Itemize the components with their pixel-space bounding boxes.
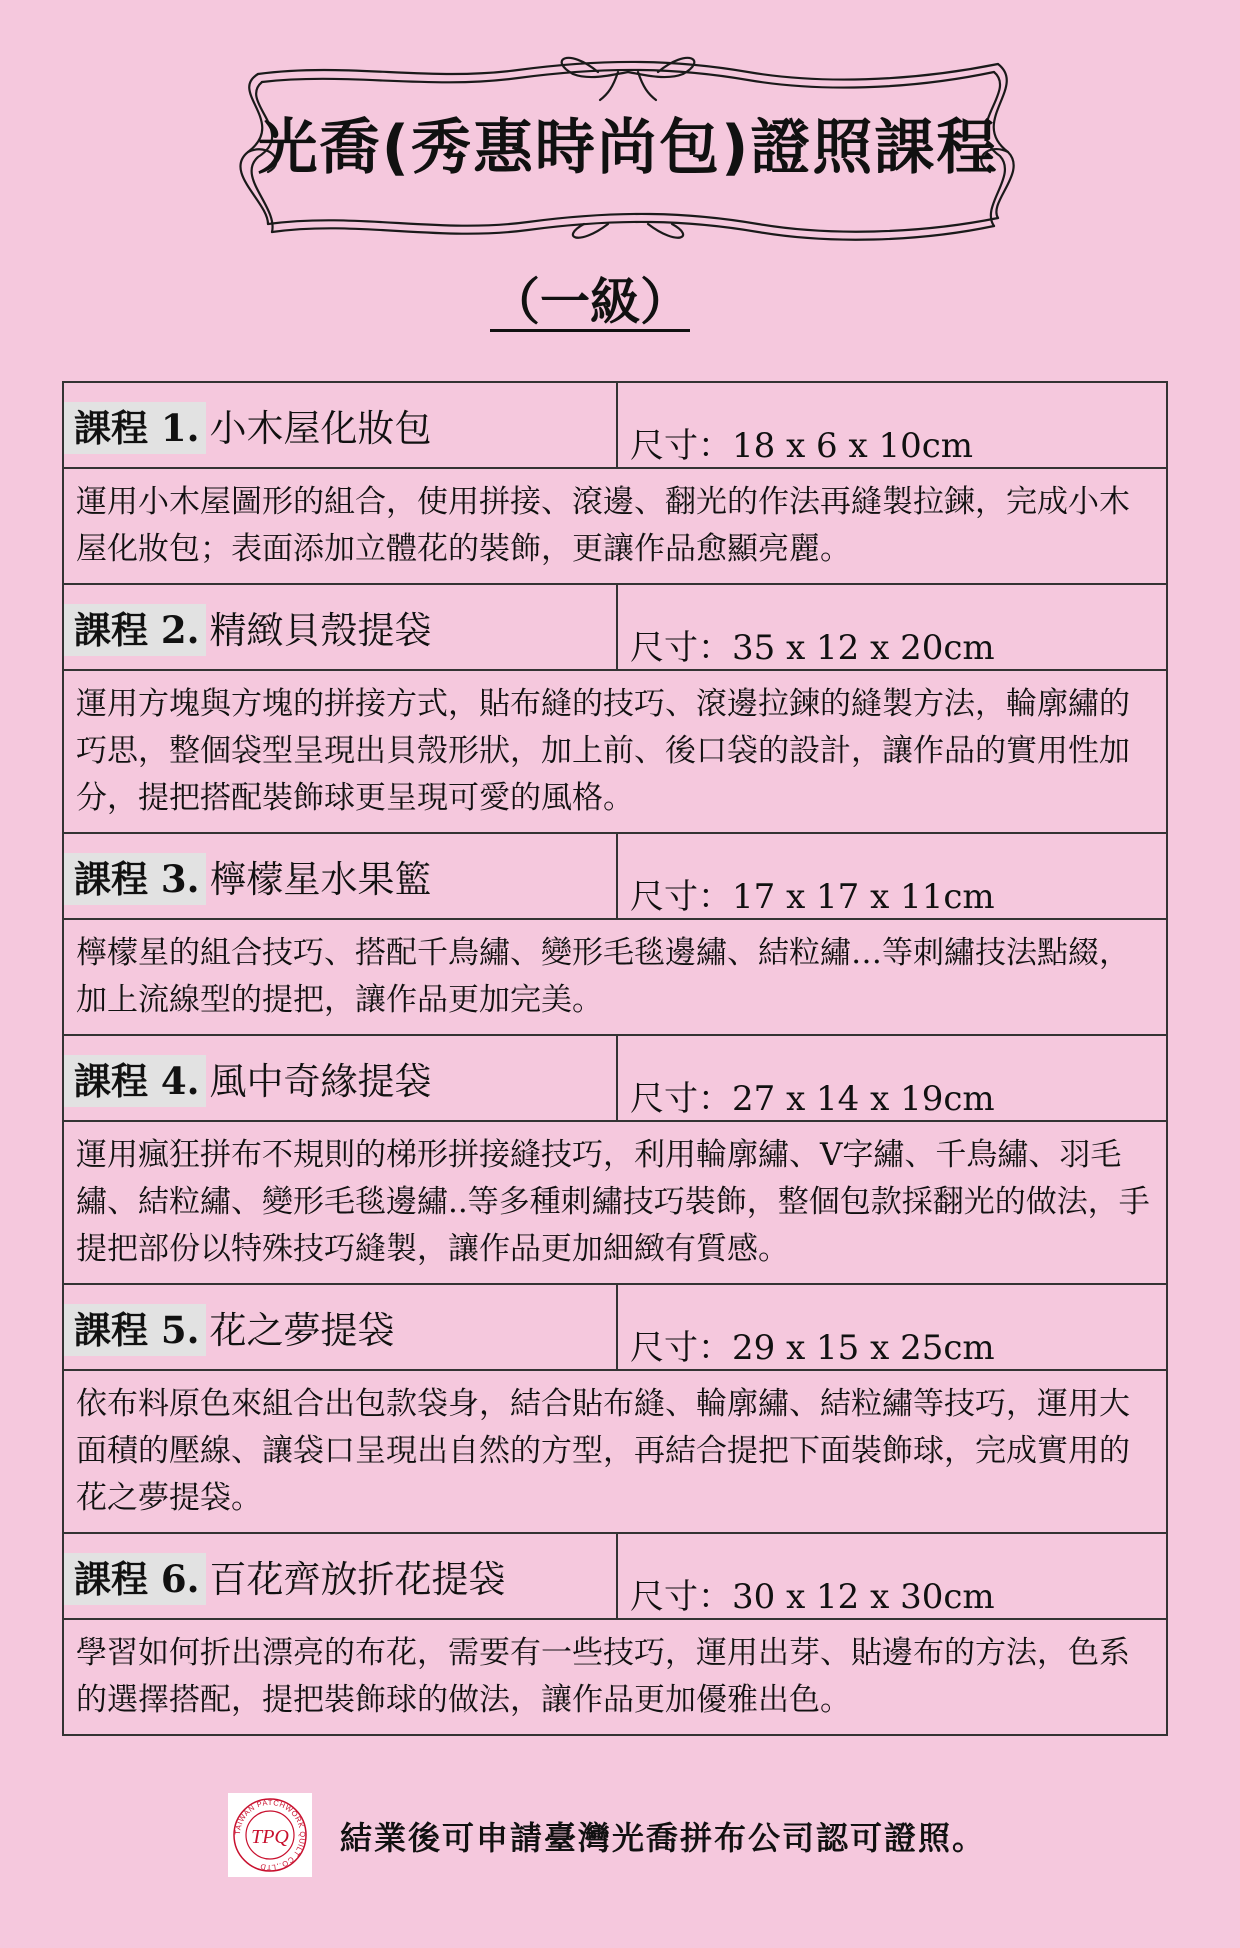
course-name-cell (63, 584, 617, 670)
course-level: （一級） (490, 273, 690, 331)
course-label: 課程 4. (64, 1055, 206, 1107)
course-desc-row (63, 1121, 1167, 1284)
course-desc-row (63, 670, 1167, 833)
page-title: 光喬(秀惠時尚包)證照課程 (257, 113, 999, 183)
course-desc-row (63, 919, 1167, 1035)
course-name-cell (63, 382, 617, 468)
course-description: 運用小木屋圖形的組合，使用拼接、滾邊、翻光的作法再縫製拉鍊，完成小木屋化妝包；表面添加立體花的裝飾，更讓作品愈顯亮麗。 (63, 468, 1167, 584)
course-name-cell (63, 1533, 617, 1619)
course-desc-row (63, 1619, 1167, 1735)
course-label: 課程 5. (64, 1304, 206, 1356)
course-description: 學習如何折出漂亮的布花，需要有一些技巧，運用出芽、貼邊布的方法，色系的選擇搭配，提把裝飾球的做法，讓作品更加優雅出色。 (63, 1619, 1167, 1735)
course-name-cell (63, 1284, 617, 1370)
course-header-row (63, 382, 1167, 468)
course-name: 精緻貝殼提袋 (209, 609, 432, 652)
course-name: 花之夢提袋 (209, 1309, 395, 1352)
course-header-row (63, 1284, 1167, 1370)
course-desc-row (63, 1370, 1167, 1533)
course-name: 風中奇緣提袋 (209, 1060, 432, 1103)
course-description: 運用方塊與方塊的拼接方式，貼布縫的技巧、滾邊拉鍊的縫製方法，輪廓繡的巧思，整個袋型呈現出貝殼形狀，加上前、後口袋的設計，讓作品的實用性加分，提把搭配裝飾球更呈現可愛的風格。 (63, 670, 1167, 833)
tpq-logo-icon (228, 1793, 312, 1877)
course-table (62, 381, 1168, 1736)
footer (228, 1793, 1028, 1877)
course-name-cell (63, 833, 617, 919)
course-desc-row (63, 468, 1167, 584)
course-label: 課程 2. (64, 604, 206, 656)
course-name: 百花齊放折花提袋 (209, 1558, 506, 1601)
course-name: 小木屋化妝包 (209, 407, 432, 450)
course-header-row (63, 833, 1167, 919)
course-size: 尺寸：30 x 12 x 30cm (617, 1533, 1167, 1619)
certification-note: 結業後可申請臺灣光喬拼布公司認可證照。 (340, 1819, 987, 1857)
course-description: 運用瘋狂拼布不規則的梯形拼接縫技巧，利用輪廓繡、V字繡、千鳥繡、羽毛繡、結粒繡、變形毛毯邊繡..等多種刺繡技巧裝飾，整個包款採翻光的做法，手提把部份以特殊技巧縫製，讓作品更加細緻有質感。 (63, 1121, 1167, 1284)
course-header-row (63, 584, 1167, 670)
course-name-cell (63, 1035, 617, 1121)
logo-initials: TPQ (251, 1826, 289, 1848)
course-label: 課程 6. (64, 1553, 206, 1605)
course-label: 課程 3. (64, 853, 206, 905)
course-description: 依布料原色來組合出包款袋身，結合貼布縫、輪廓繡、結粒繡等技巧，運用大面積的壓線、讓袋口呈現出自然的方型，再結合提把下面裝飾球，完成實用的花之夢提袋。 (63, 1370, 1167, 1533)
course-size: 尺寸：18 x 6 x 10cm (617, 382, 1167, 468)
course-header-row (63, 1035, 1167, 1121)
course-name: 檸檬星水果籃 (209, 858, 432, 901)
course-size: 尺寸：29 x 15 x 25cm (617, 1284, 1167, 1370)
course-description: 檸檬星的組合技巧、搭配千鳥繡、變形毛毯邊繡、結粒繡…等刺繡技法點綴，加上流線型的提把，讓作品更加完美。 (63, 919, 1167, 1035)
title-banner (228, 42, 1028, 252)
course-label: 課程 1. (64, 402, 206, 454)
logo-ring-text: TAIWAN PATCHWORK QUILT CO.,LTD (232, 1797, 308, 1873)
course-size: 尺寸：35 x 12 x 20cm (617, 584, 1167, 670)
course-size: 尺寸：17 x 17 x 11cm (617, 833, 1167, 919)
course-size: 尺寸：27 x 14 x 19cm (617, 1035, 1167, 1121)
course-header-row (63, 1533, 1167, 1619)
